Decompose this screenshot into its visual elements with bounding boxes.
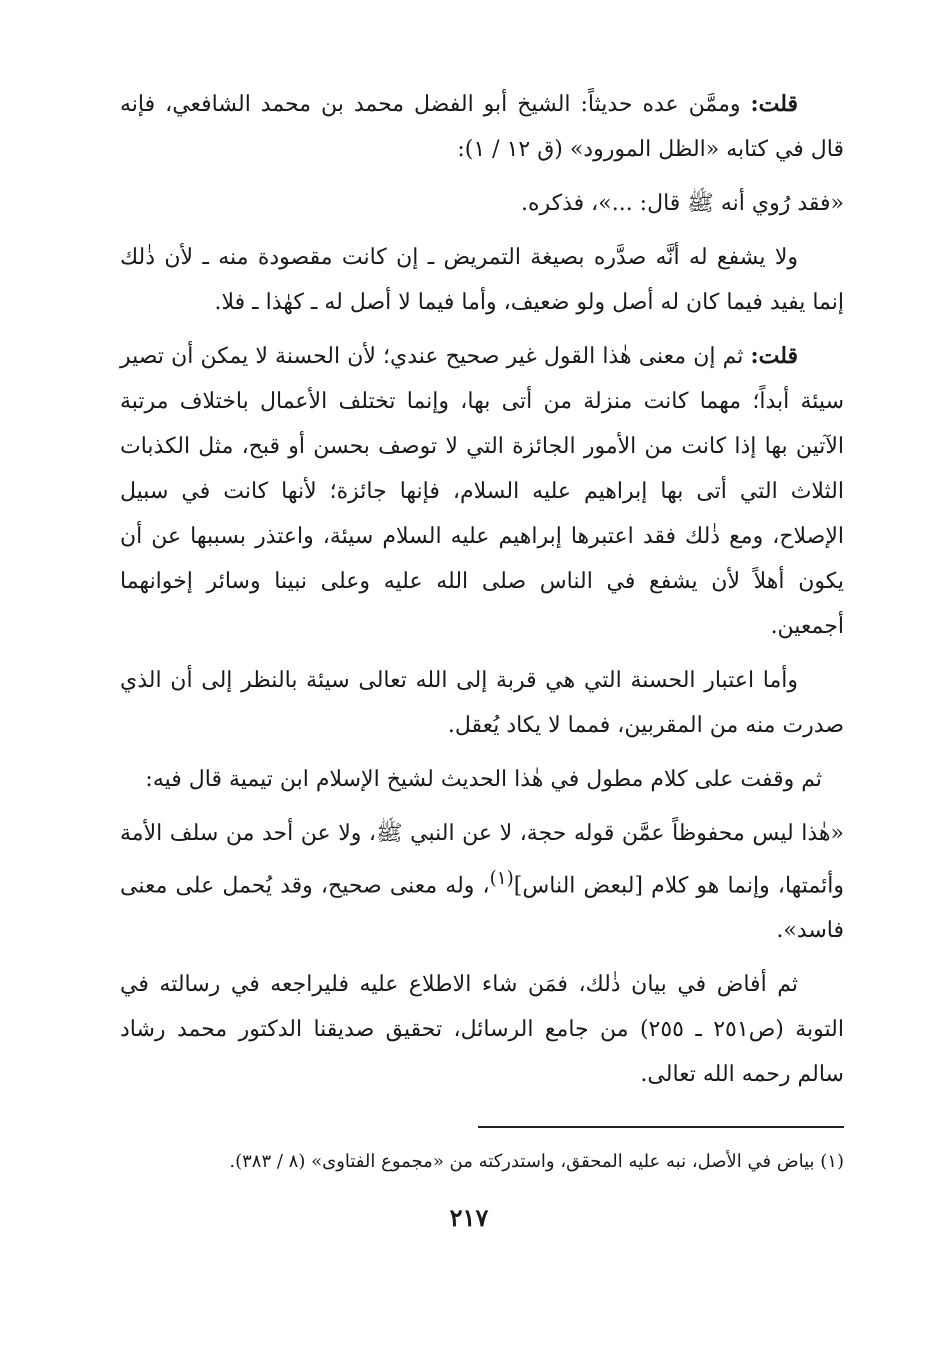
page-number: ٢١٧ — [449, 1203, 489, 1232]
footnote: (١) بياض في الأصل، نبه عليه المحقق، واستدركته من «مجموع الفتاوى» (٨ / ٣٨٣). — [229, 1151, 844, 1172]
footnote-reference: (١) — [489, 868, 514, 889]
paragraph-6 — [120, 757, 844, 802]
quote-text-before-ref: «هٰذا ليس محفوظاً عمَّن قوله حجة، لا عن النبي ﷺ، ولا عن أحد من سلف الأمة وأئمتها، وإنما هو كلام [لبعض الناس] — [120, 821, 845, 899]
quote-text-after-ref: ، وله معنى صحيح، وقد يُحمل على معنى فاسد». — [120, 873, 844, 944]
paragraph-text: وأما اعتبار الحسنة التي هي قربة إلى الله تعالى سيئة بالنظر إلى أن الذي صدرت منه من المقربين، فمما لا يكاد يُعقل. — [120, 668, 844, 738]
paragraph-1 — [120, 82, 844, 172]
footnote-divider — [478, 1126, 844, 1128]
paragraph-7-quote — [120, 811, 844, 953]
paragraph-5 — [120, 658, 844, 748]
paragraph-3 — [120, 235, 844, 325]
paragraph-lead: قلت: — [750, 343, 798, 369]
paragraph-text: ولا يشفع له أنَّه صدَّره بصيغة التمريض ـ إن كانت مقصودة منه ـ لأن ذٰلك إنما يفيد فيما كان له أصل ولو ضعيف، وأما فيما لا أصل له ـ كهٰذا ـ فلا. — [120, 245, 844, 315]
paragraph-text: ثم وقفت على كلام مطول في هٰذا الحديث لشيخ الإسلام ابن تيمية قال فيه: — [145, 767, 822, 792]
paragraph-text: ثم أفاض في بيان ذٰلك، فمَن شاء الاطلاع عليه فليراجعه في رسالته في التوبة (ص٢٥١ ـ ٢٥٥) من جامع الرسائل، تحقيق صديقنا الدكتور محمد رشاد سالم رحمه الله تعالى. — [120, 972, 844, 1088]
paragraph-text: وممَّن عده حديثاً: الشيخ أبو الفضل محمد بن محمد الشافعي، فإنه قال في كتابه «الظل المورود» (ق ١٢ / ١): — [120, 92, 844, 162]
paragraph-lead: قلت: — [750, 91, 798, 117]
paragraph-text: «فقد رُوي أنه ﷺ قال: ...»، فذكره. — [520, 191, 844, 216]
paragraph-8 — [120, 962, 844, 1097]
paragraph-text: ثم إن معنى هٰذا القول غير صحيح عندي؛ لأن الحسنة لا يمكن أن تصير سيئة أبداً؛ مهما كانت منزلة من أتى بها، وإنما تختلف الأعمال باختلاف مرتبة الآتين بها إذا كانت من الأمور الجائزة التي لا توصف بحسن أو قبح، مثل الكذبات الثلاث التي أتى بها إبراهيم عليه السلام، فإنها جائزة؛ لأنها كانت في سبيل الإصلاح، ومع ذٰلك فقد اعتبرها إبراهيم عليه السلام سيئة، واعتذر بسببها عن أن يكون أهلاً لأن يشفع في الناس صلى الله عليه وعلى نبينا وسائر إخوانهما أجمعين. — [120, 344, 844, 639]
paragraph-2 — [120, 181, 844, 226]
main-text — [120, 82, 844, 1106]
paragraph-4 — [120, 334, 844, 649]
